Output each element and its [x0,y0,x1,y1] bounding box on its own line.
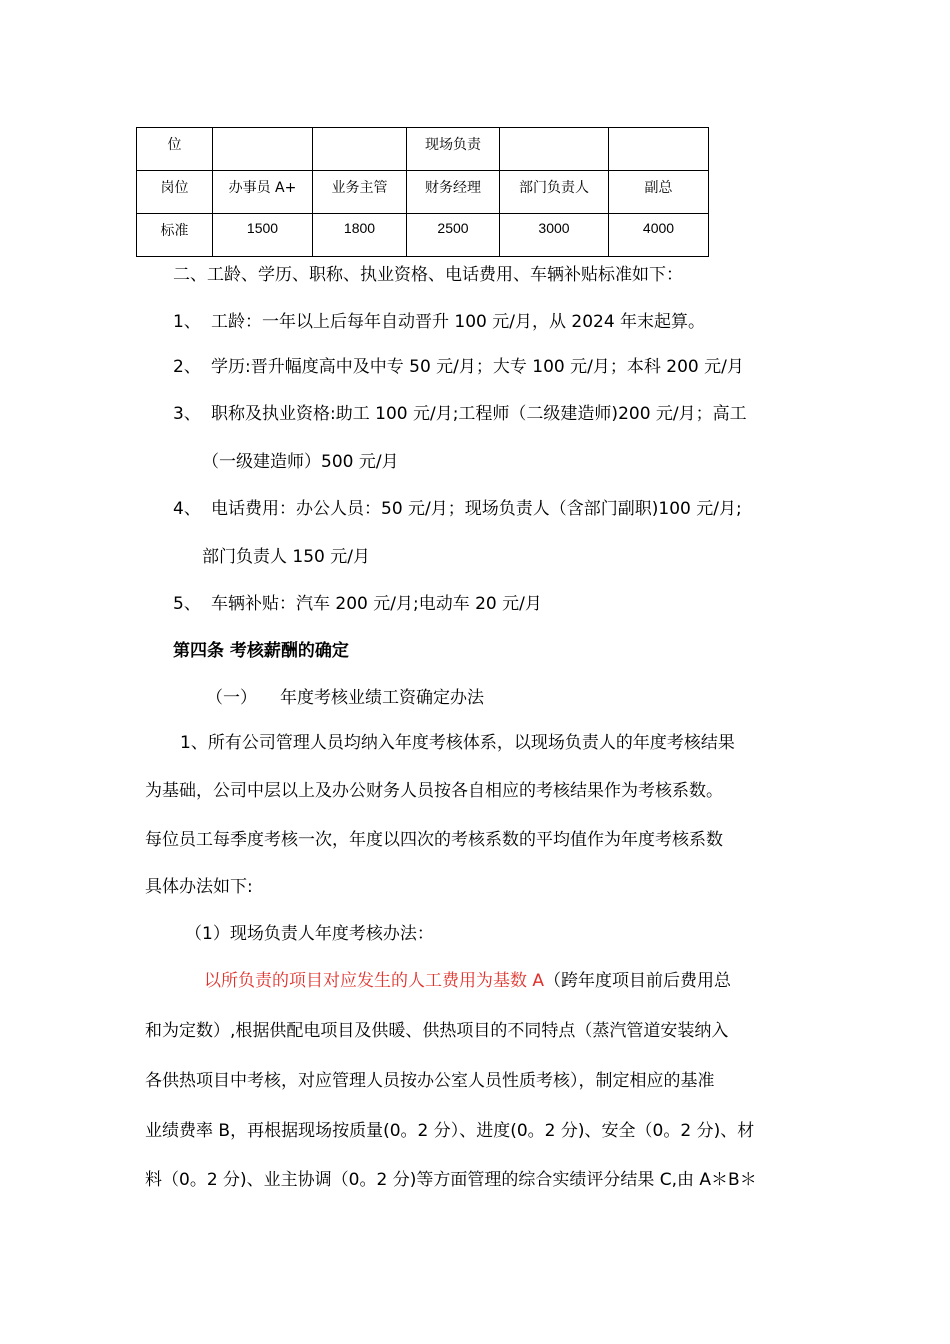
list-item-text: 电话费用：办公人员：50 元/月；现场负责人（含部门副职)100 元/月; [211,499,742,519]
list-item-continuation: （一级建造师）500 元/月 [202,452,399,472]
table-cell [609,128,709,171]
paragraph-line: 1、所有公司管理人员均纳入年度考核体系，以现场负责人的年度考核结果 [180,733,735,753]
table-cell: 1500 [213,214,313,257]
list-item-text: 学历:晋升幅度高中及中专 50 元/月；大专 100 元/月；本科 200 元/月 [211,357,744,377]
subsection-heading: （1）现场负责人年度考核办法： [185,924,434,944]
list-item-continuation: 部门负责人 150 元/月 [202,547,370,567]
table-cell [313,128,407,171]
table-cell: 部门负责人 [500,171,609,214]
subsection-title: 年度考核业绩工资确定办法 [280,688,484,708]
highlighted-text: 以所负责的项目对应发生的人工费用为基数 A [204,971,545,991]
paragraph-line: 料（0。2 分)、业主协调（0。2 分)等方面管理的综合实绩评分结果 C,由 A＊B＊ [145,1170,757,1190]
table-cell: 办事员 A+ [213,171,313,214]
table-row [137,128,709,171]
salary-standard-table [136,127,709,257]
list-item-number: 5、 [173,594,201,614]
table-cell: 3000 [500,214,609,257]
list-item-number: 1、 [173,312,201,332]
paragraph-line: 各供热项目中考核，对应管理人员按办公室人员性质考核），制定相应的基准 [145,1071,715,1091]
section-heading: 二、工龄、学历、职称、执业资格、电话费用、车辆补贴标准如下： [173,265,683,285]
table-cell: 标准 [137,214,213,257]
table-cell: 副总 [609,171,709,214]
paragraph-line: 和为定数）,根据供配电项目及供暖、供热项目的不同特点（蒸汽管道安装纳入 [145,1021,729,1041]
table-cell: 财务经理 [407,171,500,214]
paragraph-line-first [204,970,731,992]
list-item-number: 4、 [173,499,201,519]
article-title: 第四条 考核薪酬的确定 [173,641,349,661]
list-item-text: 工龄：一年以上后每年自动晋升 100 元/月，从 2024 年末起算。 [211,312,706,332]
paragraph-line: 每位员工每季度考核一次，年度以四次的考核系数的平均值作为年度考核系数 [145,830,723,850]
table-cell: 现场负责 [407,128,500,171]
table-cell: 位 [137,128,213,171]
list-item-text: 职称及执业资格:助工 100 元/月;工程师（二级建造师)200 元/月；高工 [211,404,747,424]
table-row [137,171,709,214]
paragraph-text: （跨年度项目前后费用总 [544,971,732,991]
subsection-number: （一） [206,688,257,708]
table-cell [213,128,313,171]
table-cell [500,128,609,171]
table-cell: 2500 [407,214,500,257]
list-item-number: 2、 [173,357,201,377]
paragraph-line: 为基础，公司中层以上及办公财务人员按各自相应的考核结果作为考核系数。 [145,781,723,801]
table-cell: 业务主管 [313,171,407,214]
paragraph-line: 业绩费率 B，再根据现场按质量(0。2 分）、进度(0。2 分)、安全（0。2 分)、材 [145,1121,755,1141]
table-cell: 1800 [313,214,407,257]
paragraph-line: 具体办法如下: [145,877,253,897]
table-row [137,214,709,257]
list-item-number: 3、 [173,404,201,424]
table-cell: 岗位 [137,171,213,214]
list-item-text: 车辆补贴：汽车 200 元/月;电动车 20 元/月 [211,594,542,614]
table-cell: 4000 [609,214,709,257]
